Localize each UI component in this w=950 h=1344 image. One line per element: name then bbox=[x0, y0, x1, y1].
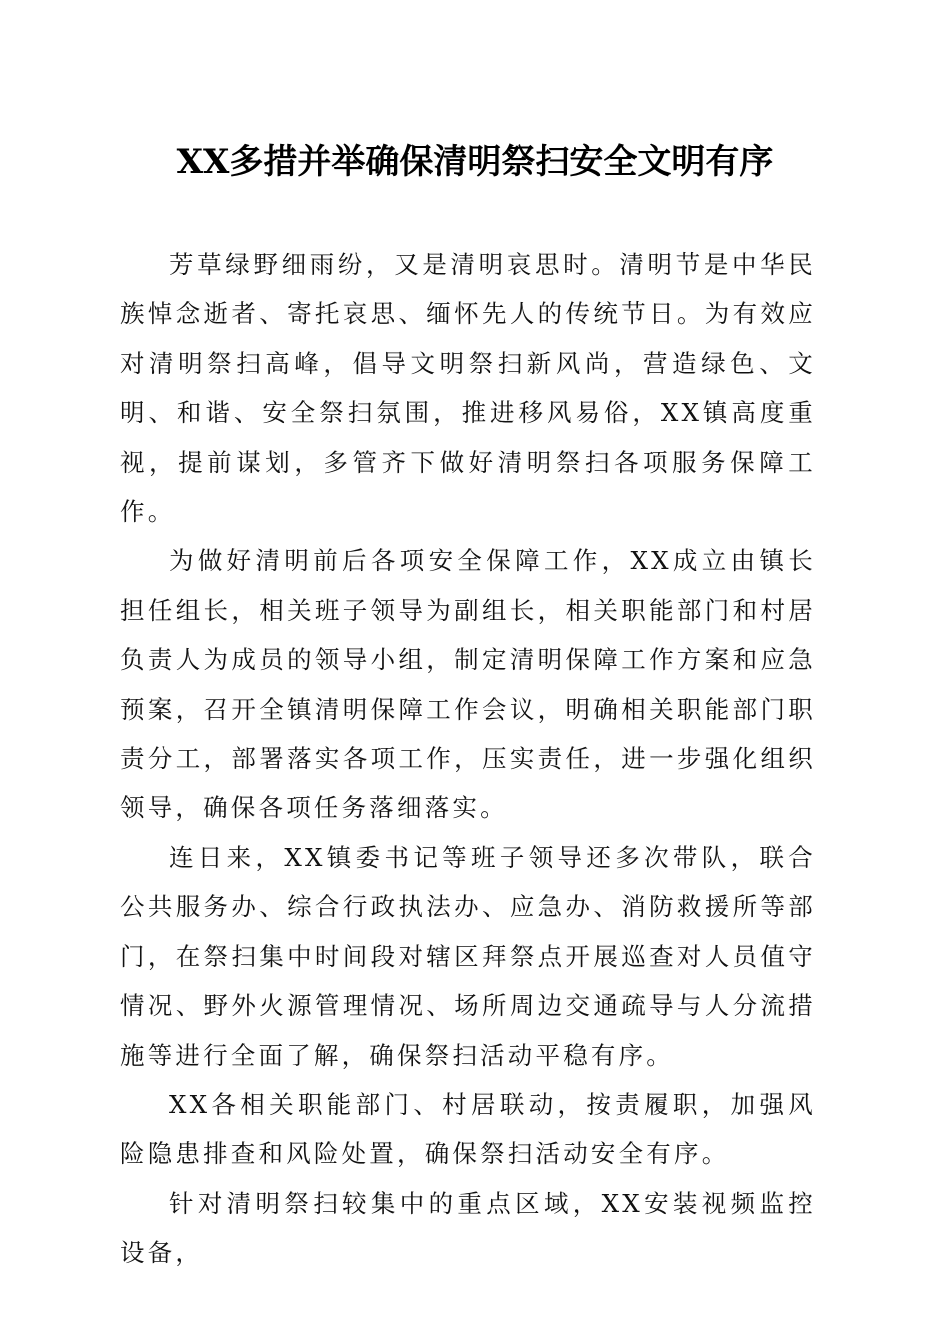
paragraph: 针对清明祭扫较集中的重点区域，XX安装视频监控设备， bbox=[120, 1188, 816, 1268]
paragraph: 连日来，XX镇委书记等班子领导还多次带队，联合公共服务办、综合行政执法办、应急办、消防救援所等部门，在祭扫集中时间段对辖区拜祭点开展巡查对人员值守情况、野外火源管理情况、场所周边交通疏导与人分流措施等进行全面了解，确保祭扫活动平稳有序。 bbox=[120, 842, 816, 1070]
article-body bbox=[120, 240, 816, 1278]
paragraph: 芳草绿野细雨纷，又是清明哀思时。清明节是中华民族悼念逝者、寄托哀思、缅怀先人的传统节日。为有效应对清明祭扫高峰，倡导文明祭扫新风尚，营造绿色、文明、和谐、安全祭扫氛围，推进移风易俗，XX镇高度重视，提前谋划，多管齐下做好清明祭扫各项服务保障工作。 bbox=[120, 250, 816, 527]
paragraph: 为做好清明前后各项安全保障工作，XX成立由镇长担任组长，相关班子领导为副组长，相关职能部门和村居负责人为成员的领导小组，制定清明保障工作方案和应急预案，召开全镇清明保障工作会议，明确相关职能部门职责分工，部署落实各项工作，压实责任，进一步强化组织领导，确保各项任务落细落实。 bbox=[120, 546, 816, 823]
page-title: XX多措并举确保清明祭扫安全文明有序 bbox=[176, 142, 774, 182]
paragraph: XX各相关职能部门、村居联动，按责履职，加强风险隐患排查和风险处置，确保祭扫活动安全有序。 bbox=[120, 1089, 816, 1169]
